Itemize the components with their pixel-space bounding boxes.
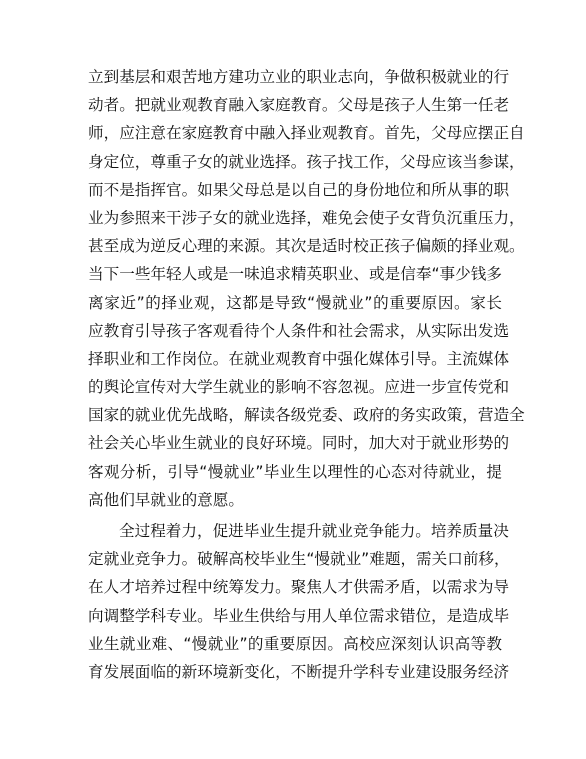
text-line: 业生就业难、“慢就业”的重要原因。高校应深刻认识高等教 [88, 634, 502, 653]
text-line: 动者。把就业观教育融入家庭教育。父母是孩子人生第一任老 [88, 96, 510, 115]
text-line: 应教育引导孩子客观看待个人条件和社会需求，从实际出发选 [88, 321, 510, 340]
paragraph-2 [88, 517, 510, 686]
text-line: 客观分析，引导“慢就业”毕业生以理性的心态对待就业，提 [88, 462, 502, 481]
text-line: 择职业和工作岗位。在就业观教育中强化媒体引导。主流媒体 [88, 349, 510, 368]
text-line: 离家近”的择业观，这都是导致“慢就业”的重要原因。家长 [88, 293, 502, 312]
text-line: 当下一些年轻人或是一味追求精英职业、或是信奉“事少钱多 [88, 265, 502, 284]
text-line: 社会关心毕业生就业的良好环境。同时，加大对于就业形势的 [88, 434, 510, 453]
paragraph-1 [88, 63, 525, 514]
text-line: 立到基层和艰苦地方建功立业的职业志向，争做积极就业的行 [88, 68, 510, 86]
text-line: 业为参照来干涉子女的就业选择，难免会使子女背负沉重压力， [88, 208, 525, 227]
text-line: 而不是指挥官。如果父母总是以自己的身份地位和所从事的职 [88, 180, 510, 199]
text-line: 身定位，尊重子女的就业选择。孩子找工作，父母应该当参谋， [88, 152, 525, 171]
text-line: 育发展面临的新环境新变化，不断提升学科专业建设服务经济 [88, 662, 510, 681]
text-line: 全过程着力，促进毕业生提升就业竞争能力。培养质量决 [119, 522, 509, 540]
text-line: 向调整学科专业。毕业生供给与用人单位需求错位，是造成毕 [88, 606, 510, 625]
text-line: 国家的就业优先战略，解读各级党委、政府的务实政策，营造全 [88, 406, 525, 425]
text-line: 甚至成为逆反心理的来源。其次是适时校正孩子偏颇的择业观。 [88, 237, 525, 256]
text-line: 定就业竞争力。破解高校毕业生“慢就业”难题，需关口前移， [88, 550, 510, 569]
text-line: 师，应注意在家庭教育中融入择业观教育。首先，父母应摆正自 [88, 124, 525, 143]
text-line: 在人才培养过程中统筹发力。聚焦人才供需矛盾，以需求为导 [88, 578, 510, 597]
text-line: 的舆论宣传对大学生就业的影响不容忽视。应进一步宣传党和 [88, 378, 510, 397]
text-line: 高他们早就业的意愿。 [88, 490, 244, 509]
